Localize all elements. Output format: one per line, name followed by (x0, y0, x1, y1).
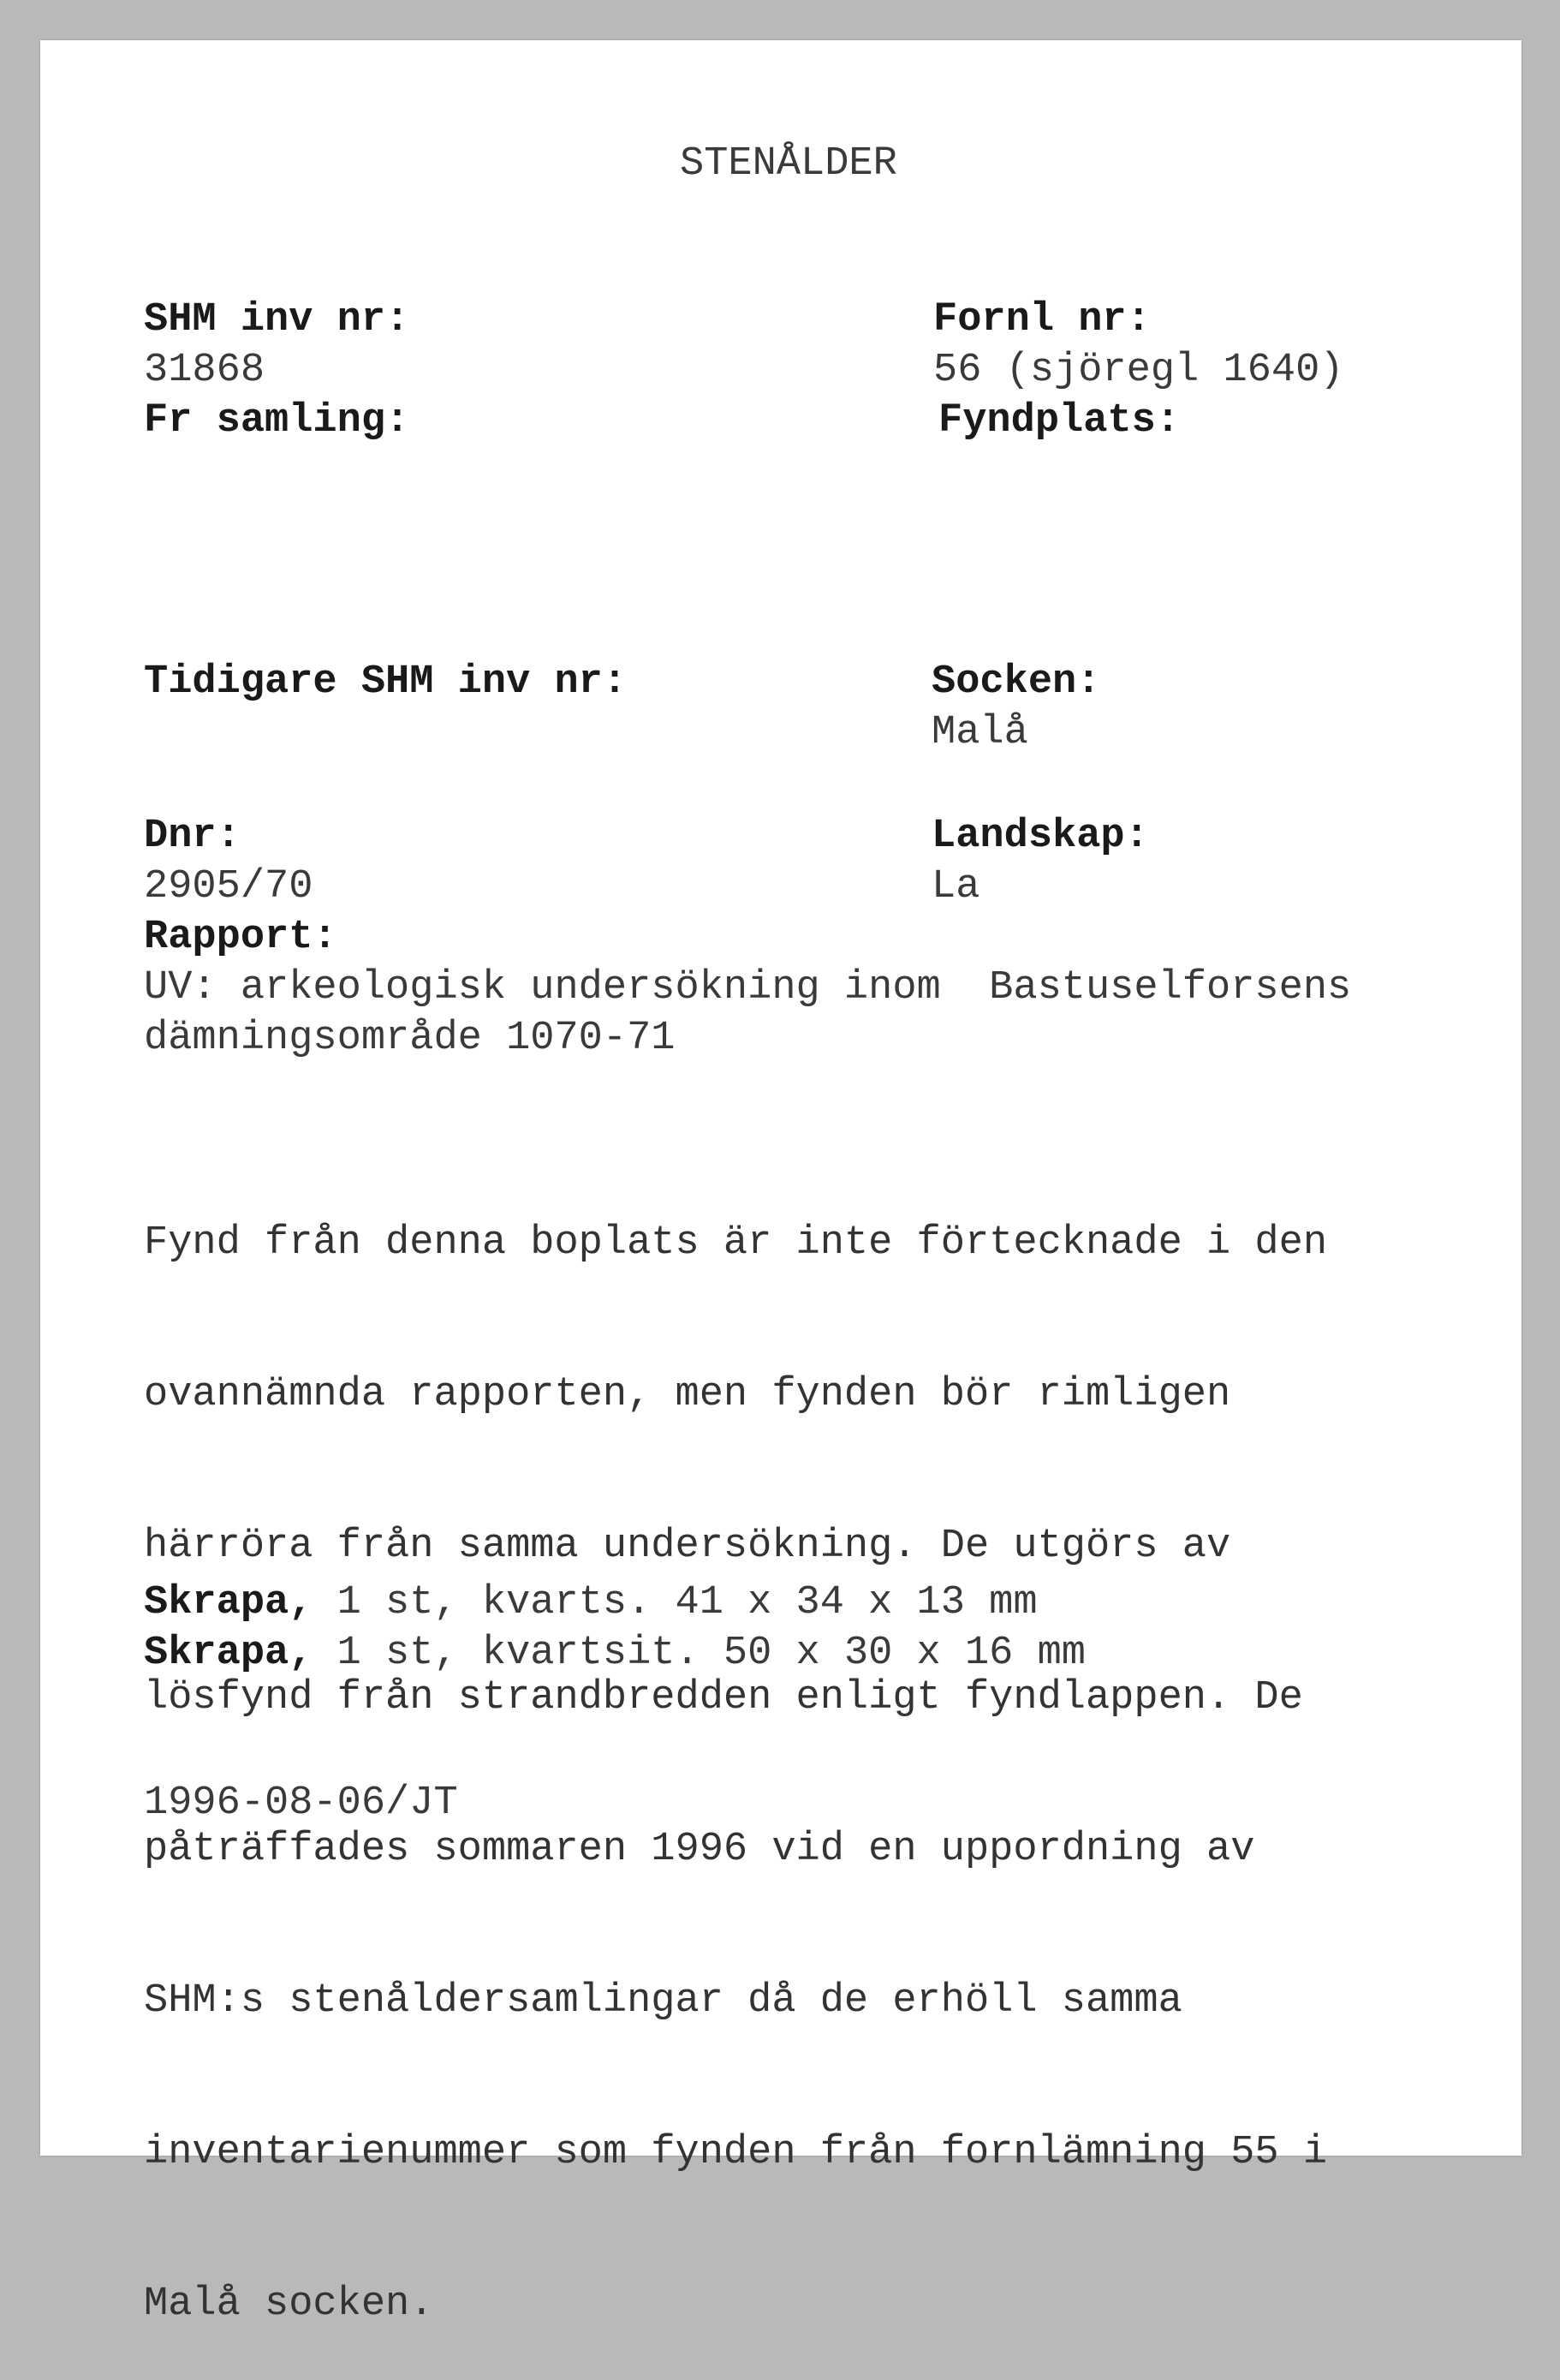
description-line: Fynd från denna boplats är inte förtecknade i den (144, 1220, 1328, 1266)
shm-inv-value: 31868 (144, 348, 265, 393)
description-line: påträffades sommaren 1996 vid en uppordning av (144, 1827, 1255, 1872)
shm-inv-label: SHM inv nr: (144, 297, 410, 343)
fyndplats-label: Fyndplats: (938, 398, 1181, 444)
fornl-nr-label: Fornl nr: (933, 297, 1151, 343)
landskap-label: Landskap: (932, 814, 1149, 859)
socken-label: Socken: (932, 659, 1101, 705)
description-line: härröra från samma undersökning. De utgörs av (144, 1524, 1231, 1569)
fornl-nr-value: 56 (sjöregl 1640) (933, 348, 1344, 393)
find-name: Skrapa, (144, 1580, 313, 1625)
find-item (144, 1578, 1038, 1628)
tidigare-shm-inv-label: Tidigare SHM inv nr: (144, 659, 628, 705)
description-line: lösfynd från strandbredden enligt fyndlappen. De (144, 1675, 1303, 1721)
find-name: Skrapa, (144, 1631, 313, 1676)
find-item (144, 1628, 1086, 1679)
dnr-label: Dnr: (144, 814, 241, 859)
dnr-value: 2905/70 (144, 864, 313, 910)
find-detail: 1 st, kvarts. 41 x 34 x 13 mm (313, 1580, 1038, 1625)
description-line: inventarienummer som fynden från fornlämning 55 i (144, 2130, 1328, 2175)
description-line: ovannämnda rapporten, men fynden bör rimligen (144, 1372, 1231, 1417)
fr-samling-label: Fr samling: (144, 398, 410, 444)
rapport-line: UV: arkeologisk undersökning inom Bastuselforsens (144, 965, 1352, 1011)
rapport-label: Rapport: (144, 915, 337, 960)
description-line: SHM:s stenåldersamlingar då de erhöll samma (144, 1978, 1182, 2024)
description-paragraph (144, 1117, 1327, 2380)
rapport-line: dämningsområde 1070-71 (144, 1016, 676, 1061)
find-detail: 1 st, kvartsit. 50 x 30 x 16 mm (313, 1631, 1086, 1676)
document-title: STENÅLDER (680, 141, 897, 187)
signature-date: 1996-08-06/JT (144, 1781, 458, 1826)
landskap-value: La (932, 864, 980, 910)
socken-value: Malå (932, 710, 1028, 755)
description-line: Malå socken. (144, 2282, 434, 2327)
